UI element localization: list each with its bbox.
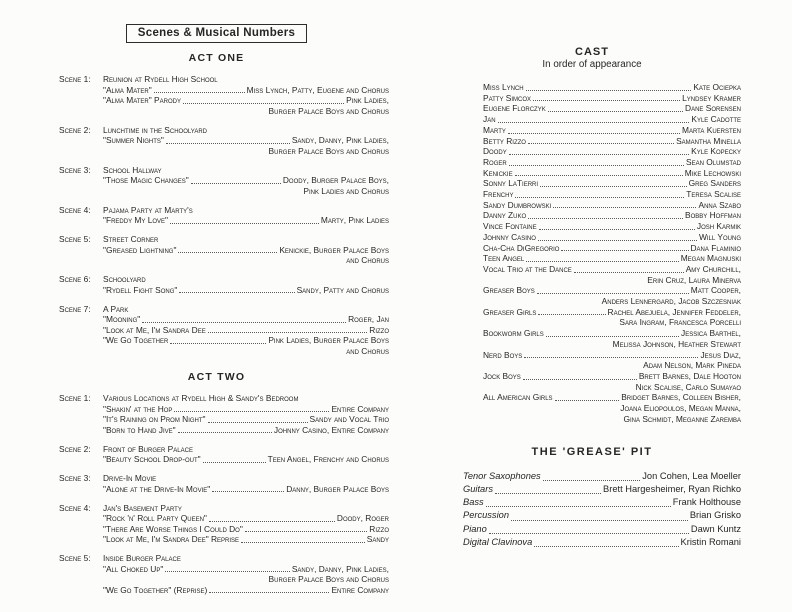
dotted-leader	[212, 491, 284, 492]
dotted-leader	[526, 261, 678, 262]
cast-row	[483, 328, 741, 339]
scene-line	[59, 304, 389, 315]
cast-heading: CAST	[575, 46, 609, 58]
song-row	[103, 425, 389, 436]
cast-row	[483, 264, 741, 275]
song-row	[103, 524, 389, 535]
cast-role: Patty Simcox	[483, 92, 532, 103]
scene-block	[59, 205, 389, 226]
pit-names: Kristin Romani	[680, 536, 741, 547]
song-performers: Rizzo	[369, 523, 389, 534]
dotted-leader	[537, 293, 689, 294]
cast-role: Vocal Trio at the Dance	[483, 263, 572, 274]
song-row	[103, 454, 389, 465]
pit-row	[463, 536, 741, 549]
scene-block	[59, 165, 389, 197]
scene-location: Jan's Basement Party	[103, 502, 182, 513]
cast-role: Kenickie	[483, 167, 513, 178]
dotted-leader	[165, 571, 290, 572]
dotted-leader	[515, 175, 683, 176]
song-title: "Alma Mater" Parody	[103, 95, 181, 105]
performers-continuation: Burger Palace Boys and Chorus	[268, 105, 389, 116]
song-performers: Sandy	[366, 534, 389, 544]
song-performers: Entire Company	[331, 584, 389, 595]
song-title: "Born to Hand Jive"	[103, 424, 176, 435]
dotted-leader	[183, 103, 344, 104]
pit-names: Frank Holthouse	[672, 497, 741, 508]
song-row	[103, 285, 389, 296]
performers-continuation: Burger Palace Boys and Chorus	[268, 145, 389, 156]
dotted-leader	[178, 252, 277, 253]
cast-row	[483, 253, 741, 264]
song-title: "Mooning"	[103, 314, 141, 324]
song-title: "Look at Me, I'm Sandra Dee" Reprise	[103, 534, 240, 544]
scene-location: Inside Burger Palace	[103, 553, 181, 563]
cast-names: Jessica Barthel,	[681, 328, 741, 339]
cast-row	[483, 232, 741, 243]
cast-names-continuation: Adam Nelson, Mark Pineda	[643, 360, 741, 371]
song-performers: Entire Company	[331, 403, 389, 414]
cast-role: Betty Rizzo	[483, 135, 526, 146]
scene-location: Reunion at Rydell High School	[103, 74, 218, 84]
cast-names: Matt Cooper,	[690, 285, 741, 296]
dotted-leader	[528, 143, 674, 144]
dotted-leader	[538, 314, 605, 315]
dotted-leader	[540, 186, 687, 187]
cast-row	[483, 114, 741, 125]
pit-row	[463, 523, 741, 536]
song-title: "Shakin' at the Hop	[103, 403, 173, 414]
scene-label: Scene 4:	[59, 204, 91, 215]
dotted-leader	[170, 343, 266, 344]
dotted-leader	[574, 272, 684, 273]
pit-list	[443, 470, 741, 550]
song-title: "We Go Together	[103, 335, 169, 345]
scene-block	[59, 444, 389, 465]
song-performers: Sandy, Danny, Pink Ladies,	[291, 135, 389, 145]
cast-role: Sandy Dumbrowski	[483, 199, 552, 210]
pit-instrument: Tenor Saxophones	[463, 470, 541, 481]
song-performers: Johnny Casino, Entire Company	[273, 424, 389, 435]
dotted-leader	[170, 223, 319, 224]
scene-line	[59, 274, 389, 285]
cast-list	[443, 82, 741, 425]
song-title: "All Choked Up"	[103, 563, 164, 574]
scenes-column	[44, 24, 389, 604]
cast-role: Marty	[483, 124, 506, 135]
scene-block	[59, 553, 389, 595]
scene-line	[59, 444, 389, 455]
scene-label: Scene 2:	[59, 443, 91, 454]
pit-row	[463, 509, 741, 522]
cast-names: Bridget Barnes, Colleen Bisher,	[621, 392, 741, 403]
cast-subtitle: In order of appearance	[542, 59, 642, 70]
song-title: "We Go Together" (Reprise)	[103, 584, 208, 595]
song-title: "Greased Lightning"	[103, 244, 177, 255]
song-title: "Rock 'n' Roll Party Queen"	[103, 513, 207, 523]
cast-names: Samantha Minella	[676, 135, 741, 146]
cast-names: Dane Sorensen	[685, 103, 741, 114]
scene-block	[59, 74, 389, 116]
pit-row	[463, 470, 741, 483]
cast-row	[483, 146, 741, 157]
cast-row	[483, 392, 741, 403]
pit-instrument: Percussion	[463, 510, 509, 521]
song-performers: Roger, Jan	[348, 314, 389, 324]
scene-line	[59, 393, 389, 404]
cast-names: Anna Szabo	[698, 199, 741, 210]
song-title: "Summer Nights"	[103, 135, 164, 145]
dotted-leader	[515, 197, 684, 198]
cast-names-continuation: Erin Cruz, Laura Minerva	[647, 274, 741, 285]
scene-location: School Hallway	[103, 164, 162, 175]
song-performers: Danny, Burger Palace Boys	[286, 483, 389, 494]
dotted-leader	[555, 400, 620, 401]
performers-continuation: Burger Palace Boys and Chorus	[268, 574, 389, 584]
acts-container	[44, 52, 389, 595]
cast-role: Jan	[483, 114, 496, 125]
scene-label: Scene 3:	[59, 473, 91, 483]
song-row	[103, 534, 389, 545]
dotted-leader	[203, 462, 266, 463]
cast-role: Danny Zuko	[483, 210, 527, 221]
cast-names: Brett Barnes, Dale Hooton	[638, 370, 741, 381]
song-title: "It's Raining on Prom Night"	[103, 414, 206, 424]
scene-line	[59, 473, 389, 484]
song-row	[103, 135, 389, 146]
song-title: "Alma Mater"	[103, 84, 152, 95]
cast-row	[483, 103, 741, 114]
scene-location: Front of Burger Palace	[103, 443, 193, 454]
cast-names-continuation: Sara Ingram, Francesca Porcelli	[619, 317, 741, 328]
song-title: "Those Magic Changes"	[103, 175, 189, 185]
cast-names: Kyle Kopecky	[691, 146, 741, 157]
cast-names: Jesus Diaz,	[700, 349, 741, 360]
cast-row	[483, 168, 741, 179]
dotted-leader	[245, 531, 367, 532]
dotted-leader	[539, 229, 695, 230]
performers-continuation: and Chorus	[346, 345, 389, 356]
song-row	[103, 564, 389, 575]
dotted-leader	[208, 332, 368, 333]
dotted-leader	[526, 90, 692, 91]
dotted-leader	[209, 592, 329, 593]
cast-row	[483, 221, 741, 232]
cast-row	[483, 82, 741, 93]
scenes-title: Scenes & Musical Numbers	[137, 27, 296, 39]
cast-role: Eugene Florczyk	[483, 103, 546, 114]
cast-names-continuation: Joana Eliopoulos, Megan Manna,	[620, 403, 741, 414]
cast-row	[483, 136, 741, 147]
cast-role: Frenchy	[483, 189, 514, 200]
cast-row	[483, 157, 741, 168]
scene-line	[59, 234, 389, 245]
cast-names: Greg Sanders	[688, 178, 741, 189]
dotted-leader	[498, 122, 690, 123]
scenes-title-box	[126, 24, 307, 43]
song-title: "Beauty School Drop-out"	[103, 454, 201, 464]
scene-location: Various Locations at Rydell High & Sandy's Bedroom	[103, 393, 299, 403]
cast-names: Megan Magnuski	[680, 253, 741, 264]
scene-label: Scene 5:	[59, 234, 91, 244]
dotted-leader	[553, 207, 696, 208]
scene-location: A Park	[103, 303, 129, 314]
dotted-leader	[543, 480, 641, 481]
cast-names: Teresa Scalise	[686, 189, 741, 200]
scene-line	[59, 125, 389, 136]
cast-role: Cha-Cha DiGregorio	[483, 242, 560, 253]
song-title: "Look at Me, I'm Sandra Dee	[103, 324, 206, 335]
act-heading: ACT ONE	[188, 52, 245, 64]
scene-label: Scene 6:	[59, 274, 91, 284]
scenes-list	[44, 74, 389, 356]
cast-names: Josh Karmik	[696, 221, 741, 232]
song-title: "There Are Worse Things I Could Do"	[103, 523, 243, 534]
scene-block	[59, 304, 389, 357]
cast-row	[483, 243, 741, 254]
cast-names-continuation: Gina Schmidt, Meganne Zaremba	[623, 413, 741, 424]
cast-names: Lyndsey Kramer	[682, 92, 741, 103]
dotted-leader	[241, 542, 365, 543]
scene-label: Scene 7:	[59, 303, 91, 314]
song-row	[103, 245, 389, 256]
song-row	[103, 175, 389, 186]
dotted-leader	[528, 218, 683, 219]
dotted-leader	[533, 100, 680, 101]
pit-instrument: Piano	[463, 523, 487, 534]
song-row	[103, 325, 389, 336]
cast-role: Doody	[483, 146, 507, 157]
dotted-leader	[166, 143, 290, 144]
song-performers: Teen Angel, Frenchy and Chorus	[267, 454, 389, 464]
song-row	[103, 314, 389, 325]
scene-location: Lunchtime in the Schoolyard	[103, 124, 208, 135]
dotted-leader	[495, 493, 601, 494]
dotted-leader	[524, 357, 698, 358]
cast-role: Bookworm Girls	[483, 328, 544, 339]
dotted-leader	[538, 240, 697, 241]
scene-label: Scene 1:	[59, 74, 91, 84]
pit-row	[463, 496, 741, 509]
song-performers: Rizzo	[369, 324, 389, 335]
cast-names-continuation: Nick Scalise, Carlo Sumayao	[635, 381, 741, 392]
dotted-leader	[209, 521, 335, 522]
pit-row	[463, 483, 741, 496]
cast-role: Sonny LaTierri	[483, 178, 539, 189]
dotted-leader	[523, 379, 637, 380]
cast-row	[483, 307, 741, 318]
song-row	[103, 85, 389, 96]
dotted-leader	[508, 133, 680, 134]
scene-block	[59, 503, 389, 545]
song-title: "Alone at the Drive-In Movie"	[103, 483, 211, 494]
cast-role: All American Girls	[483, 392, 553, 403]
cast-names: Dana Flaminio	[690, 242, 741, 253]
dotted-leader	[154, 92, 245, 93]
cast-row	[483, 350, 741, 361]
pit-heading: THE 'GREASE' PIT	[531, 445, 653, 458]
song-performers: Sandy, Danny, Pink Ladies,	[291, 563, 389, 574]
song-performers: Kenickie, Burger Palace Boys	[279, 244, 389, 255]
scene-label: Scene 1:	[59, 393, 91, 403]
scene-line	[59, 503, 389, 514]
cast-role: Johnny Casino	[483, 231, 536, 242]
song-performers: Marty, Pink Ladies	[320, 215, 389, 225]
act-heading: ACT TWO	[187, 371, 246, 383]
scene-location: Street Corner	[103, 234, 159, 244]
scene-block	[59, 393, 389, 435]
cast-names: Sean Olumstad	[686, 156, 741, 167]
cast-names: Mike Lechowski	[684, 167, 741, 178]
scene-line	[59, 553, 389, 564]
song-title: "Freddy My Love"	[103, 215, 169, 225]
dotted-leader	[509, 165, 684, 166]
scene-line	[59, 74, 389, 85]
dotted-leader	[548, 111, 683, 112]
song-title: "Rydell Fight Song"	[103, 284, 178, 295]
cast-row	[483, 210, 741, 221]
cast-role: Roger	[483, 156, 507, 167]
dotted-leader	[179, 292, 294, 293]
song-performers: Pink Ladies, Burger Palace Boys	[268, 335, 389, 345]
scene-line	[59, 165, 389, 176]
cast-row	[483, 178, 741, 189]
scene-label: Scene 3:	[59, 164, 91, 175]
scene-block	[59, 125, 389, 157]
song-performers: Sandy and Vocal Trio	[309, 414, 389, 424]
scene-location: Pajama Party at Marty's	[103, 204, 193, 215]
cast-role: Vince Fontaine	[483, 221, 537, 232]
song-row	[103, 585, 389, 596]
dotted-leader	[486, 506, 671, 507]
cast-names-continuation: Melissa Johnson, Heather Stewart	[612, 338, 741, 349]
song-performers: Sandy, Patty and Chorus	[296, 284, 389, 295]
cast-role: Jock Boys	[483, 370, 521, 381]
song-performers: Doody, Burger Palace Boys,	[282, 175, 389, 185]
scene-block	[59, 274, 389, 295]
scene-block	[59, 234, 389, 266]
pit-instrument: Bass	[463, 497, 484, 508]
song-row	[103, 335, 389, 346]
pit-names: Brett Hargesheimer, Ryan Richko	[603, 483, 741, 494]
song-row	[103, 215, 389, 226]
pit-names: Jon Cohen, Lea Moeller	[642, 470, 741, 481]
dotted-leader	[208, 422, 308, 423]
song-row	[103, 414, 389, 425]
cast-names: Will Young	[698, 231, 741, 242]
cast-names: Rachel Abejuela, Jennifer Feddeler,	[607, 306, 741, 317]
cast-role: Greaser Girls	[483, 306, 537, 317]
cast-names: Bobby Hoffman	[685, 210, 741, 221]
song-row	[103, 95, 389, 106]
dotted-leader	[546, 336, 679, 337]
scene-line	[59, 205, 389, 216]
cast-names: Kate Ociepka	[693, 82, 741, 92]
dotted-leader	[174, 411, 329, 412]
dotted-leader	[191, 183, 281, 184]
cast-column	[443, 46, 741, 549]
dotted-leader	[561, 250, 688, 251]
song-row	[103, 513, 389, 524]
pit-names: Brian Grisko	[689, 510, 741, 521]
scene-label: Scene 4:	[59, 502, 91, 513]
dotted-leader	[489, 533, 689, 534]
scene-location: Drive-In Movie	[103, 473, 157, 483]
pit-instrument: Guitars	[463, 483, 493, 494]
performers-continuation: Pink Ladies and Chorus	[303, 185, 389, 196]
cast-role: Greaser Boys	[483, 285, 535, 296]
dotted-leader	[534, 546, 678, 547]
cast-names-continuation: Anders Lennergard, Jacob Szczesniak	[601, 296, 741, 307]
scene-label: Scene 5:	[59, 553, 91, 563]
song-row	[103, 484, 389, 495]
cast-row	[483, 371, 741, 382]
scene-block	[59, 473, 389, 494]
dotted-leader	[142, 322, 346, 323]
cast-names: Amy Churchill,	[685, 263, 741, 274]
scene-label: Scene 2:	[59, 124, 91, 135]
cast-row	[483, 93, 741, 104]
cast-role: Miss Lynch	[483, 82, 524, 92]
dotted-leader	[511, 520, 688, 521]
cast-names: Marta Kuersten	[681, 124, 741, 135]
scenes-list	[44, 393, 389, 595]
cast-names: Kyle Cadotte	[691, 114, 741, 125]
song-performers: Pink Ladies,	[346, 95, 389, 105]
performers-continuation: and Chorus	[346, 255, 389, 265]
cast-row	[483, 285, 741, 296]
cast-row	[483, 125, 741, 136]
dotted-leader	[178, 432, 272, 433]
cast-row	[483, 189, 741, 200]
song-performers: Miss Lynch, Patty, Eugene and Chorus	[246, 84, 389, 95]
pit-names: Dawn Kuntz	[690, 523, 741, 534]
song-row	[103, 404, 389, 415]
pit-instrument: Digital Clavinova	[463, 536, 533, 547]
scene-location: Schoolyard	[103, 274, 146, 284]
dotted-leader	[509, 154, 689, 155]
cast-role: Teen Angel	[483, 253, 525, 264]
cast-row	[483, 200, 741, 211]
cast-role: Nerd Boys	[483, 349, 523, 360]
song-performers: Doody, Roger	[336, 513, 389, 523]
